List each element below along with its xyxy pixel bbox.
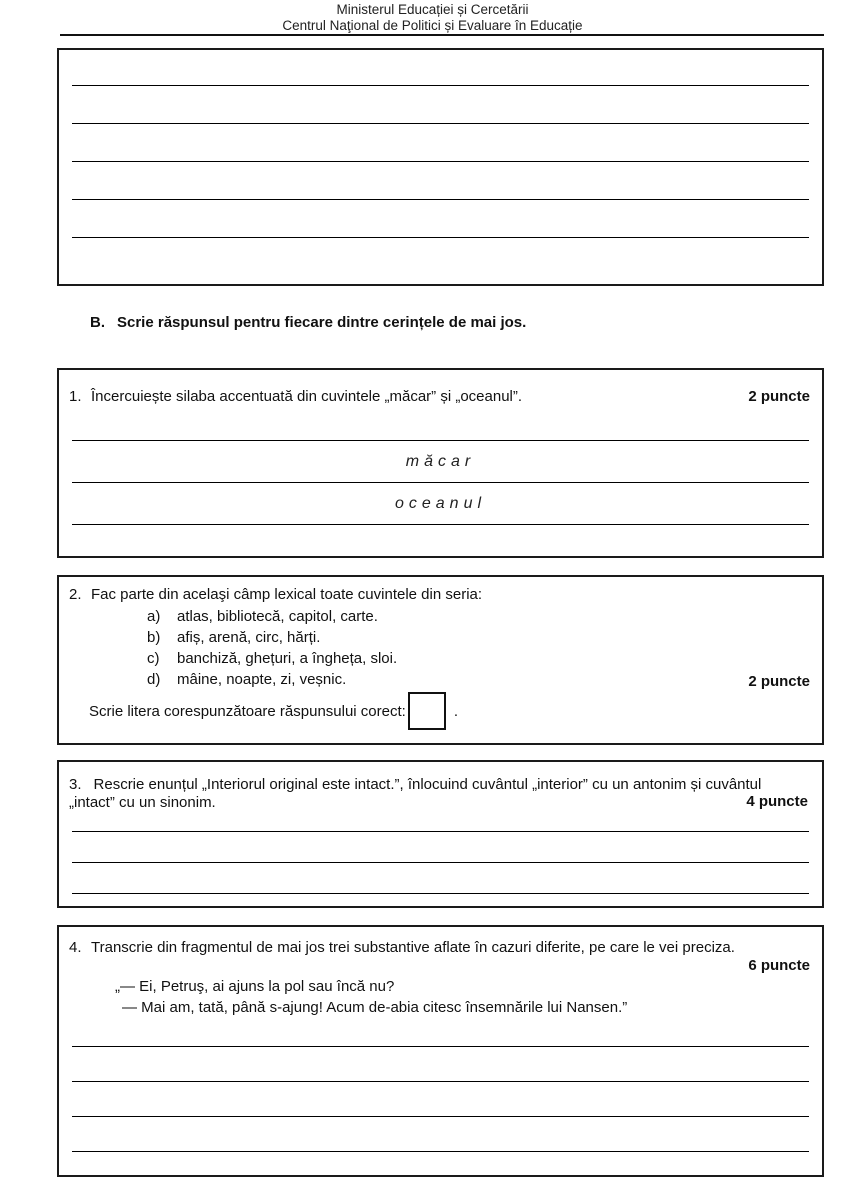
question-4-quote — [115, 976, 822, 1018]
section-b-heading — [90, 314, 865, 332]
answer-line[interactable] — [72, 524, 809, 525]
option-c-text: banchiză, ghețuri, a îngheța, sloi. — [177, 650, 398, 667]
section-b-label: B. — [90, 314, 105, 331]
answer-line[interactable] — [72, 123, 809, 124]
header-center: Centrul Naţional de Politici și Evaluare în Educație — [282, 18, 583, 33]
quote-line-2: — Mai am, tată, până s-ajung! Acum de-abia citesc însemnările lui Nansen.” — [122, 999, 628, 1016]
question-2-answer-suffix: . — [453, 702, 458, 720]
question-4-points: 6 puncte — [748, 957, 810, 974]
question-4-box — [57, 925, 824, 1177]
question-1-points: 2 puncte — [748, 388, 810, 405]
question-2-header — [59, 577, 822, 604]
question-3-points: 4 puncte — [746, 793, 808, 810]
option-a-letter: a) — [147, 608, 161, 625]
answer-line[interactable] — [72, 85, 809, 86]
option-c — [147, 648, 397, 669]
answer-line[interactable] — [72, 862, 809, 863]
question-3-box — [57, 760, 824, 908]
question-2-answer-square[interactable] — [408, 692, 446, 730]
option-b-letter: b) — [147, 629, 161, 646]
question-2-box — [57, 575, 824, 745]
option-list — [147, 606, 397, 690]
header-rule — [60, 34, 824, 36]
question-4-number: 4. — [69, 939, 82, 956]
answer-line[interactable] — [72, 161, 809, 162]
option-b-text: afiș, arenă, circ, hărți. — [177, 629, 321, 646]
question-2-answer-row — [59, 690, 822, 730]
option-c-letter: c) — [147, 650, 160, 667]
answer-line[interactable] — [72, 1116, 809, 1117]
question-1-answer-word-1[interactable]: măcar — [405, 453, 476, 470]
question-2-prompt: Fac parte din acelaşi câmp lexical toate cuvintele din seria: — [91, 586, 483, 603]
question-1-prompt: Încercuiește silaba accentuată din cuvintele „măcar” și „oceanul”. — [91, 388, 523, 405]
header-ministry: Ministerul Educației și Cercetării — [336, 2, 529, 17]
answer-line[interactable] — [72, 893, 809, 894]
question-3-header — [59, 762, 822, 811]
question-2-points: 2 puncte — [748, 673, 810, 690]
question-1-number: 1. — [69, 388, 82, 405]
question-2-answer-label: Scrie litera corespunzătoare răspunsului corect: — [89, 702, 406, 720]
answer-line[interactable] — [72, 1151, 809, 1152]
answer-line[interactable] — [72, 831, 809, 832]
question-2-options — [59, 604, 822, 690]
question-3-number: 3. — [69, 776, 82, 793]
question-1-box — [57, 368, 824, 558]
question-2-number: 2. — [69, 586, 82, 603]
option-d-text: mâine, noapte, zi, veșnic. — [177, 671, 347, 688]
section-b-title: Scrie răspunsul pentru fiecare dintre cerințele de mai jos. — [117, 314, 527, 331]
part-a-answer-box — [57, 48, 824, 286]
question-4-prompt: Transcrie din fragmentul de mai jos trei substantive aflate în cazuri diferite, pe care le vei preciza. — [91, 939, 735, 956]
quote-line-1: „— Ei, Petruş, ai ajuns la pol sau încă nu? — [115, 978, 395, 995]
question-3-prompt: Rescrie enunțul „Interiorul original este intact.”, înlocuind cuvântul „interior” cu un antonim și cuvântul „intact” cu un sinonim. — [69, 776, 762, 811]
question-4-header — [59, 927, 822, 957]
option-b — [147, 627, 397, 648]
answer-line[interactable] — [72, 1046, 809, 1047]
answer-line[interactable] — [72, 237, 809, 238]
question-1-answer-word-2[interactable]: oceanul — [394, 495, 487, 512]
question-1-header — [59, 370, 822, 406]
document-header — [0, 0, 865, 34]
option-d-letter: d) — [147, 671, 161, 688]
option-a-text: atlas, bibliotecă, capitol, carte. — [177, 608, 378, 625]
option-a — [147, 606, 397, 627]
answer-line[interactable] — [72, 1081, 809, 1082]
option-d — [147, 669, 397, 690]
answer-line[interactable] — [72, 199, 809, 200]
